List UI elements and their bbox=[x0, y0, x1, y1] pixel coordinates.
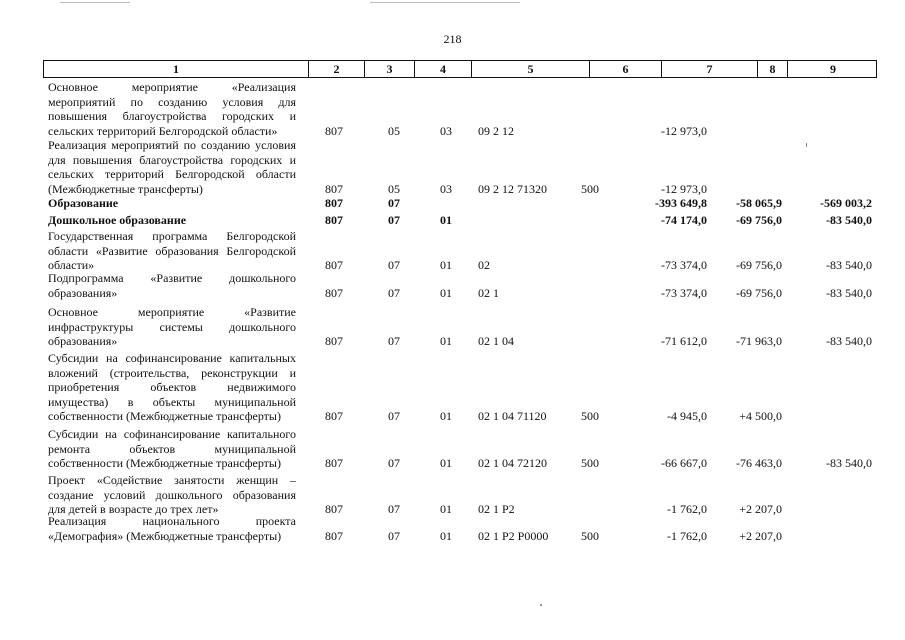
cell-col-9: -83 540,0 bbox=[826, 456, 872, 470]
cell-col-9: -83 540,0 bbox=[826, 334, 872, 348]
cell-col-3: 07 bbox=[388, 334, 400, 348]
cell-col-3: 07 bbox=[388, 196, 400, 210]
row-name-line: ремонта объектов муниципальной bbox=[48, 441, 296, 456]
cell-col-3: 07 bbox=[388, 456, 400, 470]
row-name-line: Образование bbox=[48, 196, 119, 210]
cell-col-7: -12 973,0 bbox=[661, 181, 707, 196]
header-col-8: 8 bbox=[757, 61, 787, 77]
header-col-4: 4 bbox=[414, 61, 471, 77]
cell-col-9: -569 003,2 bbox=[820, 196, 872, 210]
header-col-9: 9 bbox=[787, 61, 878, 77]
cell-col-3: 07 bbox=[388, 502, 400, 516]
cell-col-5: 09 2 12 bbox=[478, 123, 514, 138]
cell-col-2: 807 bbox=[325, 285, 343, 300]
cell-col-8: +2 207,0 bbox=[739, 528, 782, 543]
cell-col-6: 500 bbox=[581, 528, 599, 543]
row-name-line: Реализация мероприятий по созданию условия bbox=[48, 138, 296, 152]
scan-artifact-line bbox=[370, 2, 520, 3]
cell-col-4: 01 bbox=[440, 213, 452, 227]
row-name-line: Основное мероприятие «Развитие bbox=[48, 305, 296, 319]
header-col-6: 6 bbox=[589, 61, 661, 77]
cell-col-2: 807 bbox=[325, 502, 343, 516]
row-name-line: Реализация национального проекта bbox=[48, 514, 296, 528]
row-name-line: приобретения объектов недвижимого bbox=[48, 380, 296, 394]
cell-col-2: 807 bbox=[325, 409, 343, 423]
cell-col-4: 01 bbox=[440, 528, 452, 543]
cell-col-5: 02 1 04 71120 bbox=[478, 409, 547, 423]
cell-col-7: -73 374,0 bbox=[661, 285, 707, 300]
cell-col-7: -393 649,8 bbox=[655, 196, 707, 210]
cell-col-8: +4 500,0 bbox=[739, 409, 782, 423]
row-name-line: «Демография» (Межбюджетные трансферты) bbox=[48, 528, 282, 543]
cell-col-2: 807 bbox=[325, 528, 343, 543]
cell-col-3: 07 bbox=[388, 285, 400, 300]
row-name-line: мероприятий по созданию условия для bbox=[48, 94, 296, 109]
cell-col-2: 807 bbox=[325, 258, 343, 272]
cell-col-7: -4 945,0 bbox=[667, 409, 707, 423]
row-name-line: Подпрограмма «Развитие дошкольного bbox=[48, 271, 296, 285]
row-name-line: вложений (строительства, реконструкции и bbox=[48, 365, 296, 380]
row-name-line: образования» bbox=[48, 334, 118, 348]
cell-col-2: 807 bbox=[325, 123, 343, 138]
row-name-line: сельских территорий Белгородской области» bbox=[48, 123, 278, 138]
row-name-line: создание условий дошкольного образования bbox=[48, 487, 296, 502]
cell-col-5: 09 2 12 71320 bbox=[478, 181, 547, 196]
cell-col-4: 03 bbox=[440, 181, 452, 196]
row-name-line: (Межбюджетные трансферты) bbox=[48, 181, 203, 196]
header-col-2: 2 bbox=[308, 61, 364, 77]
row-name-line: Государственная программа Белгородской bbox=[48, 229, 296, 243]
cell-col-8: -71 963,0 bbox=[736, 334, 782, 348]
cell-col-3: 05 bbox=[388, 123, 400, 138]
row-name-line: сельских территорий Белгородской области bbox=[48, 167, 296, 181]
row-name-line: области» bbox=[48, 258, 95, 272]
row-name-line: образования» bbox=[48, 285, 118, 300]
table-header bbox=[43, 60, 877, 78]
cell-col-8: +2 207,0 bbox=[739, 502, 782, 516]
scan-artifact-dot bbox=[806, 143, 807, 147]
cell-col-2: 807 bbox=[325, 213, 343, 227]
scan-artifact-dot bbox=[540, 604, 542, 606]
cell-col-2: 807 bbox=[325, 181, 343, 196]
header-col-5: 5 bbox=[471, 61, 589, 77]
cell-col-9: -83 540,0 bbox=[826, 285, 872, 300]
scan-artifact-line bbox=[60, 2, 130, 3]
cell-col-4: 01 bbox=[440, 456, 452, 470]
cell-col-2: 807 bbox=[325, 196, 343, 210]
cell-col-8: -69 756,0 bbox=[736, 258, 782, 272]
cell-col-7: -73 374,0 bbox=[661, 258, 707, 272]
row-name-line: для повышения благоустройства городских и bbox=[48, 152, 296, 167]
cell-col-5: 02 1 P2 P0000 bbox=[478, 528, 549, 543]
row-name-line: Дошкольное образование bbox=[48, 213, 187, 227]
cell-col-2: 807 bbox=[325, 334, 343, 348]
header-col-3: 3 bbox=[364, 61, 414, 77]
cell-col-3: 07 bbox=[388, 528, 400, 543]
row-name-line: повышения благоустройства городских и bbox=[48, 109, 296, 123]
row-name-line: Проект «Содействие занятости женщин – bbox=[48, 473, 296, 487]
cell-col-8: -58 065,9 bbox=[736, 196, 782, 210]
cell-col-7: -74 174,0 bbox=[661, 213, 707, 227]
cell-col-5: 02 1 04 bbox=[478, 334, 514, 348]
cell-col-7: -71 612,0 bbox=[661, 334, 707, 348]
row-name-line: собственности (Межбюджетные трансферты) bbox=[48, 409, 281, 423]
cell-col-4: 01 bbox=[440, 334, 452, 348]
cell-col-4: 01 bbox=[440, 409, 452, 423]
cell-col-7: -12 973,0 bbox=[661, 123, 707, 138]
row-name-line: для детей в возрасте до трех лет» bbox=[48, 502, 219, 516]
cell-col-7: -1 762,0 bbox=[667, 502, 707, 516]
cell-col-3: 05 bbox=[388, 181, 400, 196]
cell-col-9: -83 540,0 bbox=[826, 258, 872, 272]
cell-col-5: 02 1 04 72120 bbox=[478, 456, 547, 470]
row-name-line: инфраструктуры системы дошкольного bbox=[48, 319, 296, 334]
cell-col-6: 500 bbox=[581, 456, 599, 470]
cell-col-7: -1 762,0 bbox=[667, 528, 707, 543]
cell-col-3: 07 bbox=[388, 213, 400, 227]
cell-col-4: 01 bbox=[440, 502, 452, 516]
cell-col-3: 07 bbox=[388, 258, 400, 272]
cell-col-7: -66 667,0 bbox=[661, 456, 707, 470]
row-name-line: области «Развитие образования Белгородской bbox=[48, 243, 296, 258]
cell-col-3: 07 bbox=[388, 409, 400, 423]
cell-col-8: -76 463,0 bbox=[736, 456, 782, 470]
page-number: 218 bbox=[443, 32, 462, 46]
row-name-line: имущества) в объекты муниципальной bbox=[48, 394, 296, 409]
row-name-line: Основное мероприятие «Реализация bbox=[48, 80, 296, 94]
cell-col-8: -69 756,0 bbox=[736, 285, 782, 300]
cell-col-4: 03 bbox=[440, 123, 452, 138]
row-name-line: Субсидии на софинансирование капитальных bbox=[48, 351, 296, 365]
cell-col-8: -69 756,0 bbox=[736, 213, 782, 227]
cell-col-5: 02 1 bbox=[478, 285, 499, 300]
header-col-1: 1 bbox=[173, 62, 179, 76]
cell-col-6: 500 bbox=[581, 409, 599, 423]
cell-col-4: 01 bbox=[440, 285, 452, 300]
cell-col-2: 807 bbox=[325, 456, 343, 470]
header-col-7: 7 bbox=[661, 61, 757, 77]
cell-col-9: -83 540,0 bbox=[826, 213, 872, 227]
row-name-line: собственности (Межбюджетные трансферты) bbox=[48, 456, 281, 470]
row-name-line: Субсидии на софинансирование капитального bbox=[48, 427, 296, 441]
cell-col-4: 01 bbox=[440, 258, 452, 272]
cell-col-6: 500 bbox=[581, 181, 599, 196]
cell-col-5: 02 bbox=[478, 258, 490, 272]
cell-col-5: 02 1 P2 bbox=[478, 502, 515, 516]
